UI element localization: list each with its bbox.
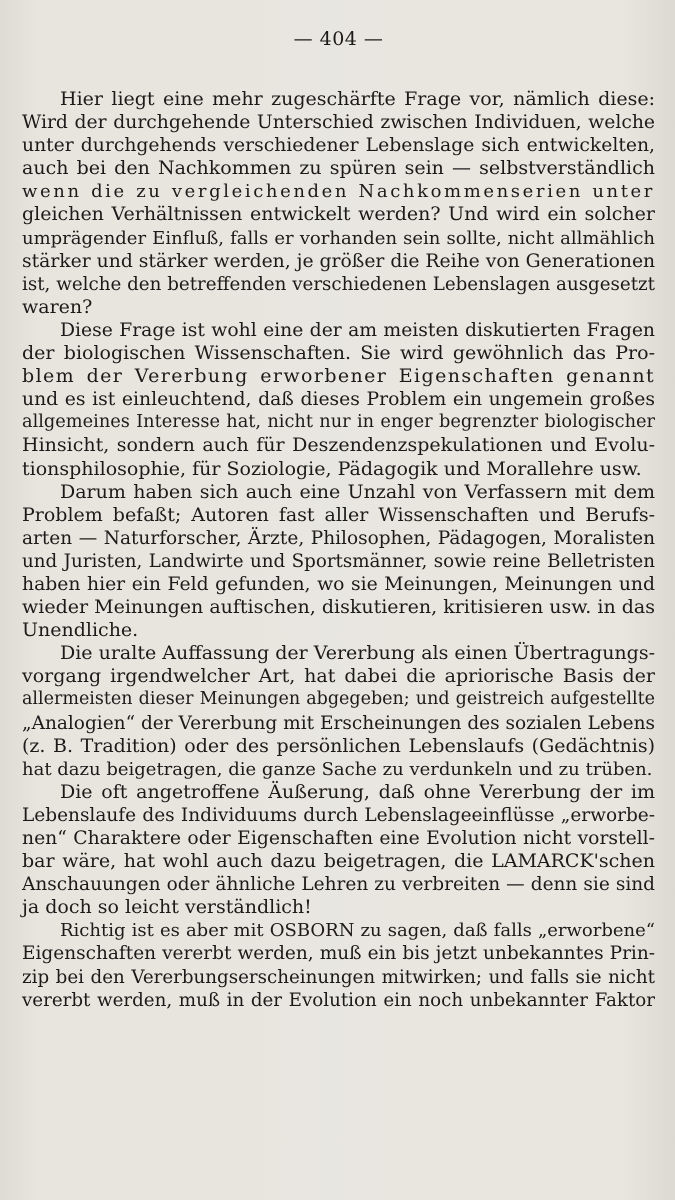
paragraph — [22, 919, 655, 1011]
text-line: Richtig ist es aber mit OSBORN zu sagen, daß falls „erworbene“ — [60, 920, 655, 942]
text-line: bar wäre, hat wohl auch dazu beigetragen, die LAMARCK'schen — [22, 850, 655, 873]
text-line: haben hier ein Feld gefunden, wo sie Meinungen, Meinungen und — [22, 573, 655, 595]
page-number: — 404 — — [293, 28, 384, 50]
text-line: „Analogien“ der Vererbung mit Erscheinungen des sozialen Lebens — [22, 712, 655, 734]
text-line: waren? — [22, 295, 93, 318]
text-line: wenn die zu vergleichenden Nachkommenserien unter — [22, 181, 655, 203]
text-line: Eigenschaften vererbt werden, muß ein bis jetzt unbekanntes Prin- — [22, 943, 655, 965]
text-line: blem der Vererbung erworbener Eigenschaften genannt — [22, 365, 655, 388]
text-line: Lebenslaufe des Individuums durch Lebenslageeinflüsse „erworbe- — [22, 804, 655, 826]
text-line: (z. B. Tradition) oder des persönlichen Lebenslaufs (Gedächtnis) — [22, 734, 655, 757]
text-line: umprägender Einfluß, falls er vorhanden sein sollte, nicht allmählich — [22, 227, 655, 249]
text-line: wieder Meinungen auftischen, diskutieren, kritisieren usw. in das — [22, 596, 655, 619]
text-line: Hier liegt eine mehr zugeschärfte Frage vor, nämlich diese: — [60, 88, 655, 110]
text-line: Unendliche. — [22, 619, 139, 642]
text-line: nen“ Charaktere oder Eigenschaften eine Evolution nicht vorstell- — [22, 828, 655, 849]
text-line: Anschauungen oder ähnliche Lehren zu verbreiten — denn sie sind — [22, 874, 655, 896]
text-line: allermeisten dieser Meinungen abgegeben; und geistreich aufgestellte — [22, 689, 655, 710]
text-line: hat dazu beigetragen, die ganze Sache zu verdunkeln und zu trüben. — [22, 758, 653, 780]
text-line: vererbt werden, muß in der Evolution ein noch unbekannter Faktor — [22, 989, 655, 1011]
text-line: Hinsicht, sondern auch für Deszendenzspekulationen und Evolu- — [22, 434, 655, 457]
text-line: tionsphilosophie, für Soziologie, Pädagogik und Morallehre usw. — [22, 457, 642, 480]
paragraph — [22, 319, 655, 481]
text-line: arten — Naturforscher, Ärzte, Philosophen, Pädagogen, Moralisten — [22, 527, 655, 549]
text-line: allgemeines Interesse hat, nicht nur in enger begrenzter biologischer — [22, 412, 655, 433]
text-line: Die uralte Auffassung der Vererbung als einen Übertragungs- — [60, 642, 655, 665]
text-line: Diese Frage ist wohl eine der am meisten diskutierten Fragen — [60, 319, 655, 341]
text-line: Die oft angetroffene Äußerung, daß ohne Vererbung der im — [60, 780, 655, 803]
text-line: unter durchgehends verschiedener Lebenslage sich entwickelten, — [22, 135, 655, 157]
text-line: vorgang irgendwelcher Art, hat dabei die apriorische Basis der — [22, 665, 655, 688]
text-line: Wird der durchgehende Unterschied zwischen Individuen, welche — [22, 112, 655, 134]
text-line: zip bei den Vererbungserscheinungen mitwirken; und falls sie nicht — [22, 966, 655, 988]
paragraph — [22, 642, 655, 781]
paragraph — [22, 781, 655, 920]
text-line: und es ist einleuchtend, daß dieses Problem ein ungemein großes — [22, 389, 655, 411]
text-line: ist, welche den betreffenden verschiedenen Lebenslagen ausgesetzt — [22, 273, 655, 295]
text-line: auch bei den Nachkommen zu spüren sein — selbstverständlich — [22, 157, 655, 180]
text-line: gleichen Verhältnissen entwickelt werden? Und wird ein solcher — [22, 203, 655, 226]
text-line: Darum haben sich auch eine Unzahl von Verfassern mit dem — [60, 480, 655, 503]
paragraph — [22, 481, 655, 643]
text-line: und Juristen, Landwirte und Sportsmänner, sowie reine Belletristen — [22, 550, 655, 572]
paragraph — [22, 88, 655, 319]
text-line: stärker und stärker werden, je größer die Reihe von Generationen — [22, 250, 656, 272]
text-line: ja doch so leicht verständlich! — [22, 896, 312, 919]
text-line: Problem befaßt; Autoren fast aller Wissenschaften und Berufs- — [22, 503, 655, 526]
text-line: der biologischen Wissenschaften. Sie wird gewöhnlich das Pro- — [22, 342, 655, 365]
